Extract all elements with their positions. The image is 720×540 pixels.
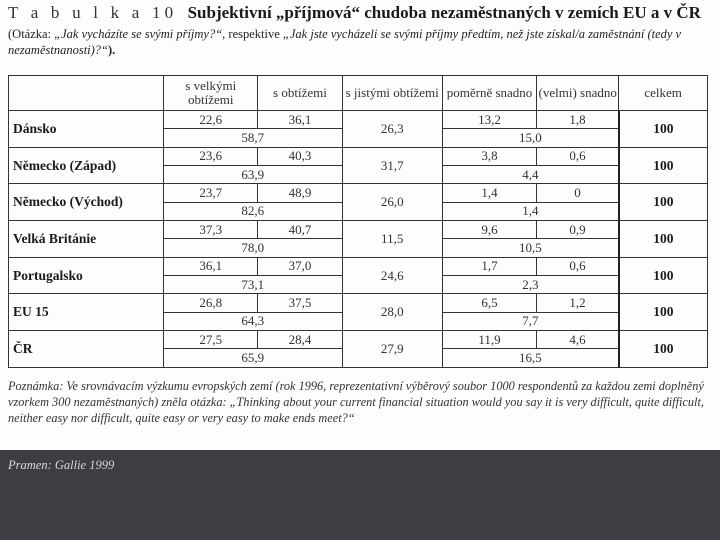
header-col6: celkem <box>619 76 708 111</box>
value-fairly-easy: 13,2 <box>442 111 536 129</box>
poverty-table <box>8 75 708 368</box>
value-fairly-difficult: 24,6 <box>342 257 442 294</box>
country-name: EU 15 <box>9 294 164 331</box>
country-name: ČR <box>9 331 164 368</box>
country-name: Portugalsko <box>9 257 164 294</box>
value-difficult: 40,3 <box>258 147 342 165</box>
question-suffix: ). <box>108 43 116 57</box>
value-difficult: 48,9 <box>258 184 342 202</box>
table-row <box>9 331 708 349</box>
table-row <box>9 184 708 202</box>
value-fairly-easy: 3,8 <box>442 147 536 165</box>
value-difficult: 36,1 <box>258 111 342 129</box>
question-mid: , respektive <box>222 27 280 41</box>
value-very-difficult: 36,1 <box>164 257 258 275</box>
subtotal-easy: 10,5 <box>442 239 618 257</box>
subtotal-easy: 16,5 <box>442 349 618 368</box>
value-very-difficult: 23,7 <box>164 184 258 202</box>
header-col5: (velmi) snadno <box>537 76 619 111</box>
value-fairly-difficult: 28,0 <box>342 294 442 331</box>
table-title <box>8 3 712 23</box>
subtotal-difficult: 65,9 <box>164 349 342 368</box>
table-row <box>9 147 708 165</box>
subtotal-difficult: 78,0 <box>164 239 342 257</box>
subtotal-easy: 7,7 <box>442 312 618 330</box>
value-very-easy: 0,6 <box>537 257 619 275</box>
header-corner <box>9 76 164 111</box>
value-very-easy: 0,6 <box>537 147 619 165</box>
table-label: T a b u l k a 10 <box>8 3 178 22</box>
value-fairly-difficult: 27,9 <box>342 331 442 368</box>
value-total: 100 <box>619 111 708 148</box>
value-total: 100 <box>619 294 708 331</box>
country-name: Dánsko <box>9 111 164 148</box>
source-text: Pramen: Gallie 1999 <box>8 458 115 472</box>
value-very-easy: 4,6 <box>537 331 619 349</box>
subtotal-easy: 4,4 <box>442 166 618 184</box>
subtotal-difficult: 73,1 <box>164 276 342 294</box>
value-very-difficult: 23,6 <box>164 147 258 165</box>
value-total: 100 <box>619 184 708 221</box>
value-fairly-easy: 11,9 <box>442 331 536 349</box>
value-very-easy: 1,8 <box>537 111 619 129</box>
question-q2: „Jak jste vycházeli se svými příjmy předtím, než jste získal/a zaměstnání (tedy v nezaměstnanosti)?“ <box>8 27 682 57</box>
table-heading: Subjektivní „příjmová“ chudoba nezaměstnaných v zemích EU a v ČR <box>187 3 701 22</box>
value-very-difficult: 27,5 <box>164 331 258 349</box>
value-difficult: 28,4 <box>258 331 342 349</box>
value-total: 100 <box>619 147 708 184</box>
value-difficult: 40,7 <box>258 221 342 239</box>
table-body <box>9 111 708 368</box>
table-row <box>9 257 708 275</box>
subtotal-easy: 2,3 <box>442 276 618 294</box>
table-header-row <box>9 76 708 111</box>
country-name: Německo (Západ) <box>9 147 164 184</box>
value-fairly-difficult: 31,7 <box>342 147 442 184</box>
question-text <box>8 26 708 58</box>
header-col4: poměrně snadno <box>442 76 536 111</box>
table-row <box>9 221 708 239</box>
value-total: 100 <box>619 257 708 294</box>
table-row <box>9 111 708 129</box>
subtotal-difficult: 63,9 <box>164 166 342 184</box>
table-row <box>9 294 708 312</box>
value-very-difficult: 37,3 <box>164 221 258 239</box>
value-very-easy: 1,2 <box>537 294 619 312</box>
value-very-easy: 0 <box>537 184 619 202</box>
value-very-difficult: 26,8 <box>164 294 258 312</box>
subtotal-easy: 15,0 <box>442 129 618 147</box>
header-col2: s obtížemi <box>258 76 342 111</box>
header-col3: s jistými obtížemi <box>342 76 442 111</box>
subtotal-easy: 1,4 <box>442 202 618 220</box>
value-fairly-difficult: 26,0 <box>342 184 442 221</box>
subtotal-difficult: 64,3 <box>164 312 342 330</box>
bottom-bar <box>0 450 720 540</box>
value-difficult: 37,5 <box>258 294 342 312</box>
value-difficult: 37,0 <box>258 257 342 275</box>
value-fairly-easy: 1,7 <box>442 257 536 275</box>
footnote: Poznámka: Ve srovnávacím výzkumu evropských zemí (rok 1996, reprezentativní výběrový soubor 1000 respondentů za každou zemi doplněný vzorkem 300 nezaměstnaných) zněla otázka: „Thinking about your current financial situation would you say it is very difficult, quite difficult, neither easy nor difficult, quite easy or very easy to make ends meet?“ <box>8 379 704 425</box>
question-prefix: (Otázka: <box>8 27 52 41</box>
country-name: Velká Británie <box>9 221 164 258</box>
value-fairly-difficult: 11,5 <box>342 221 442 258</box>
country-name: Německo (Východ) <box>9 184 164 221</box>
value-fairly-easy: 9,6 <box>442 221 536 239</box>
value-total: 100 <box>619 221 708 258</box>
value-total: 100 <box>619 331 708 368</box>
value-fairly-difficult: 26,3 <box>342 111 442 148</box>
value-fairly-easy: 6,5 <box>442 294 536 312</box>
value-very-difficult: 22,6 <box>164 111 258 129</box>
value-fairly-easy: 1,4 <box>442 184 536 202</box>
subtotal-difficult: 82,6 <box>164 202 342 220</box>
header-col1: s velkými obtížemi <box>164 76 258 111</box>
subtotal-difficult: 58,7 <box>164 129 342 147</box>
question-q1: „Jak vycházíte se svými příjmy?“ <box>54 27 223 41</box>
value-very-easy: 0,9 <box>537 221 619 239</box>
